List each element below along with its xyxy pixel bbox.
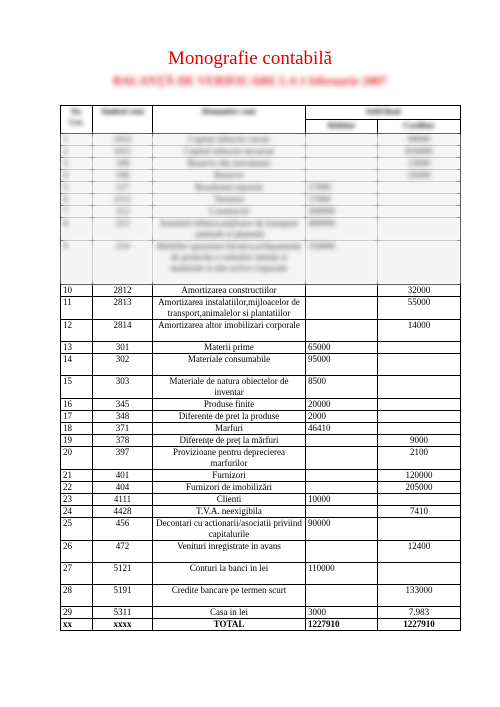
header-creditor: Creditor xyxy=(378,120,461,134)
row-nr: 20 xyxy=(61,447,93,470)
row-credit xyxy=(378,342,461,354)
row-debit: 17000 xyxy=(306,194,378,206)
row-denumire: Rezerve xyxy=(153,170,306,182)
table-row xyxy=(61,423,461,435)
row-nr: 18 xyxy=(61,423,93,435)
row-nr: 23 xyxy=(61,494,93,506)
row-nr: 4 xyxy=(61,170,93,182)
row-debit xyxy=(306,170,378,182)
row-denumire: Instalatii tehnice,mijloace de transport ,animale si plantatii xyxy=(153,218,306,241)
row-simbol: 4428 xyxy=(93,506,153,518)
row-denumire: Amortizarea instalatiilor,mijloacelor de transport,animalelor si plantatiilor xyxy=(153,297,306,320)
row-debit: 2000 xyxy=(306,411,378,423)
row-credit xyxy=(378,194,461,206)
table-row xyxy=(61,563,461,585)
row-denumire: Mobilier aparatura birotica,echipamente de protectie a valorilor umane si materiale si alte active corporale xyxy=(153,241,306,285)
row-nr: 15 xyxy=(61,376,93,399)
row-denumire: Credite bancare pe termen scurt xyxy=(153,585,306,607)
row-debit: 90000 xyxy=(306,518,378,541)
row-debit: 17000 xyxy=(306,182,378,194)
total-label: TOTAL xyxy=(153,619,306,631)
row-debit: 110000 xyxy=(306,563,378,585)
row-nr: 19 xyxy=(61,435,93,447)
row-simbol: 212 xyxy=(93,206,153,218)
row-simbol: 472 xyxy=(93,541,153,563)
row-debit xyxy=(306,482,378,494)
row-debit: 400000 xyxy=(306,218,378,241)
header-simbol: Simbol cont xyxy=(93,106,153,134)
row-simbol: 4111 xyxy=(93,494,153,506)
row-nr: 16 xyxy=(61,399,93,411)
row-denumire: Clienti xyxy=(153,494,306,506)
row-credit: 14000 xyxy=(378,320,461,342)
row-simbol: 2812 xyxy=(93,285,153,297)
row-credit xyxy=(378,182,461,194)
row-simbol: 401 xyxy=(93,470,153,482)
row-simbol: 348 xyxy=(93,411,153,423)
row-nr: 26 xyxy=(61,541,93,563)
row-nr: 13 xyxy=(61,342,93,354)
row-nr: 21 xyxy=(61,470,93,482)
row-simbol: 371 xyxy=(93,423,153,435)
row-credit xyxy=(378,206,461,218)
row-credit: 13000 xyxy=(378,158,461,170)
table-row xyxy=(61,285,461,297)
row-credit: 32000 xyxy=(378,285,461,297)
row-debit: 200000 xyxy=(306,206,378,218)
table-row xyxy=(61,194,461,206)
row-nr: 12 xyxy=(61,320,93,342)
row-denumire: Constructii xyxy=(153,206,306,218)
row-debit: 8500 xyxy=(306,376,378,399)
row-credit xyxy=(378,518,461,541)
table-row xyxy=(61,206,461,218)
row-nr: 27 xyxy=(61,563,93,585)
header-debitor: Debitor xyxy=(306,120,378,134)
table-row xyxy=(61,182,461,194)
row-denumire: Capital subscris nevarsat xyxy=(153,146,306,158)
row-credit: 90000 xyxy=(378,134,461,146)
table-row xyxy=(61,447,461,470)
row-denumire: Materiale consumabile xyxy=(153,354,306,376)
row-credit xyxy=(378,354,461,376)
row-denumire: Furnizori xyxy=(153,470,306,482)
row-credit: 7.983 xyxy=(378,607,461,619)
row-simbol: 5191 xyxy=(93,585,153,607)
row-nr: 24 xyxy=(61,506,93,518)
row-credit xyxy=(378,563,461,585)
row-nr: 5 xyxy=(61,182,93,194)
table-row xyxy=(61,146,461,158)
row-denumire: Diferente de pret la produse xyxy=(153,411,306,423)
row-nr: 1 xyxy=(61,134,93,146)
clear-rows xyxy=(61,285,461,619)
row-nr: 29 xyxy=(61,607,93,619)
row-simbol: 397 xyxy=(93,447,153,470)
total-debit: 1227910 xyxy=(306,619,378,631)
table-row xyxy=(61,435,461,447)
row-denumire: Amortizarea constructiilor xyxy=(153,285,306,297)
row-denumire: Diferențe de preț la mărfuri xyxy=(153,435,306,447)
total-credit: 1227910 xyxy=(378,619,461,631)
row-simbol: 5121 xyxy=(93,563,153,585)
row-credit: 25000 xyxy=(378,170,461,182)
row-denumire: Venituri inregistrate in avans xyxy=(153,541,306,563)
row-credit: 2100 xyxy=(378,447,461,470)
row-nr: 9 xyxy=(61,241,93,285)
table-row xyxy=(61,158,461,170)
table-row xyxy=(61,241,461,285)
table-header xyxy=(61,106,461,134)
row-debit xyxy=(306,285,378,297)
row-nr: 28 xyxy=(61,585,93,607)
row-credit: 133000 xyxy=(378,585,461,607)
header-sold: Sold final xyxy=(306,106,461,120)
header-denumire: Denumire cont xyxy=(153,106,306,134)
table-row xyxy=(61,494,461,506)
row-denumire: Casa in lei xyxy=(153,607,306,619)
row-simbol: 378 xyxy=(93,435,153,447)
row-debit xyxy=(306,134,378,146)
row-debit xyxy=(306,146,378,158)
row-credit: 12400 xyxy=(378,541,461,563)
table-row xyxy=(61,342,461,354)
total-simbol: xxxx xyxy=(93,619,153,631)
row-nr: 17 xyxy=(61,411,93,423)
row-credit: 810000 xyxy=(378,146,461,158)
row-denumire: Decontari cu actionarii/asociatii priviind capitalurile xyxy=(153,518,306,541)
row-simbol: 2813 xyxy=(93,297,153,320)
row-debit xyxy=(306,585,378,607)
row-simbol: 213 xyxy=(93,218,153,241)
row-credit xyxy=(378,411,461,423)
row-credit: 205000 xyxy=(378,482,461,494)
row-credit xyxy=(378,218,461,241)
row-debit xyxy=(306,158,378,170)
row-nr: 7 xyxy=(61,206,93,218)
row-nr: 2 xyxy=(61,146,93,158)
table-row xyxy=(61,134,461,146)
table-row xyxy=(61,411,461,423)
balance-table xyxy=(60,105,461,631)
table-row xyxy=(61,399,461,411)
header-nr: Nr. Crt. xyxy=(61,106,93,134)
row-debit xyxy=(306,447,378,470)
row-denumire: Marfuri xyxy=(153,423,306,435)
row-credit xyxy=(378,494,461,506)
row-debit: 20000 xyxy=(306,399,378,411)
row-denumire: Materiale de natura obiectelor de inventar xyxy=(153,376,306,399)
row-simbol: 303 xyxy=(93,376,153,399)
table-row xyxy=(61,376,461,399)
row-denumire: Furnizori de imobilizări xyxy=(153,482,306,494)
row-debit: 95000 xyxy=(306,354,378,376)
row-denumire: Terenuri xyxy=(153,194,306,206)
row-simbol: 302 xyxy=(93,354,153,376)
row-simbol: 2814 xyxy=(93,320,153,342)
row-credit: 7410 xyxy=(378,506,461,518)
row-nr: 3 xyxy=(61,158,93,170)
table-row xyxy=(61,518,461,541)
total-row xyxy=(61,619,461,631)
row-credit xyxy=(378,423,461,435)
row-simbol: 117 xyxy=(93,182,153,194)
row-denumire: Capital subscris varsat xyxy=(153,134,306,146)
row-debit: 3000 xyxy=(306,607,378,619)
table-row xyxy=(61,607,461,619)
row-simbol: 5311 xyxy=(93,607,153,619)
row-debit xyxy=(306,320,378,342)
row-credit xyxy=(378,376,461,399)
row-denumire: Provizioane pentru deprecierea marfurilor xyxy=(153,447,306,470)
row-debit: 10000 xyxy=(306,494,378,506)
row-nr: 11 xyxy=(61,297,93,320)
row-debit xyxy=(306,297,378,320)
document-subtitle: BALANȚĂ DE VERIFICARE LA 1 februarie 2007 xyxy=(112,74,388,88)
row-nr: 22 xyxy=(61,482,93,494)
row-nr: 8 xyxy=(61,218,93,241)
row-debit: 65000 xyxy=(306,342,378,354)
row-debit xyxy=(306,435,378,447)
row-debit xyxy=(306,506,378,518)
row-denumire: T.V.A. neexigibila xyxy=(153,506,306,518)
row-denumire: Rezultatul reportat xyxy=(153,182,306,194)
row-nr: 10 xyxy=(61,285,93,297)
row-debit: 46410 xyxy=(306,423,378,435)
row-simbol: 214 xyxy=(93,241,153,285)
table-row xyxy=(61,585,461,607)
row-simbol: 2111 xyxy=(93,194,153,206)
table-row xyxy=(61,470,461,482)
table-row xyxy=(61,482,461,494)
document-title: Monografie contabilă xyxy=(167,48,333,69)
table-row xyxy=(61,170,461,182)
row-debit xyxy=(306,470,378,482)
row-nr: 6 xyxy=(61,194,93,206)
row-debit xyxy=(306,541,378,563)
row-credit xyxy=(378,241,461,285)
row-denumire: Rezerve din reevaluare xyxy=(153,158,306,170)
row-simbol: 345 xyxy=(93,399,153,411)
row-denumire: Materii prime xyxy=(153,342,306,354)
row-simbol: 1011 xyxy=(93,146,153,158)
total-nr: xx xyxy=(61,619,93,631)
row-simbol: 301 xyxy=(93,342,153,354)
row-credit: 9000 xyxy=(378,435,461,447)
blurred-rows xyxy=(61,134,461,285)
row-credit xyxy=(378,399,461,411)
row-credit: 120000 xyxy=(378,470,461,482)
row-simbol: 404 xyxy=(93,482,153,494)
table-row xyxy=(61,218,461,241)
table-row xyxy=(61,320,461,342)
row-simbol: 456 xyxy=(93,518,153,541)
row-denumire: Conturi la banci in lei xyxy=(153,563,306,585)
row-denumire: Produse finite xyxy=(153,399,306,411)
row-nr: 14 xyxy=(61,354,93,376)
row-nr: 25 xyxy=(61,518,93,541)
row-simbol: 1012 xyxy=(93,134,153,146)
row-credit: 55000 xyxy=(378,297,461,320)
row-simbol: 106 xyxy=(93,158,153,170)
table-row xyxy=(61,541,461,563)
row-simbol: 106 xyxy=(93,170,153,182)
table-row xyxy=(61,506,461,518)
table-row xyxy=(61,297,461,320)
row-denumire: Amortizarea altor imobilizari corporale xyxy=(153,320,306,342)
table-row xyxy=(61,354,461,376)
row-debit: 150000 xyxy=(306,241,378,285)
